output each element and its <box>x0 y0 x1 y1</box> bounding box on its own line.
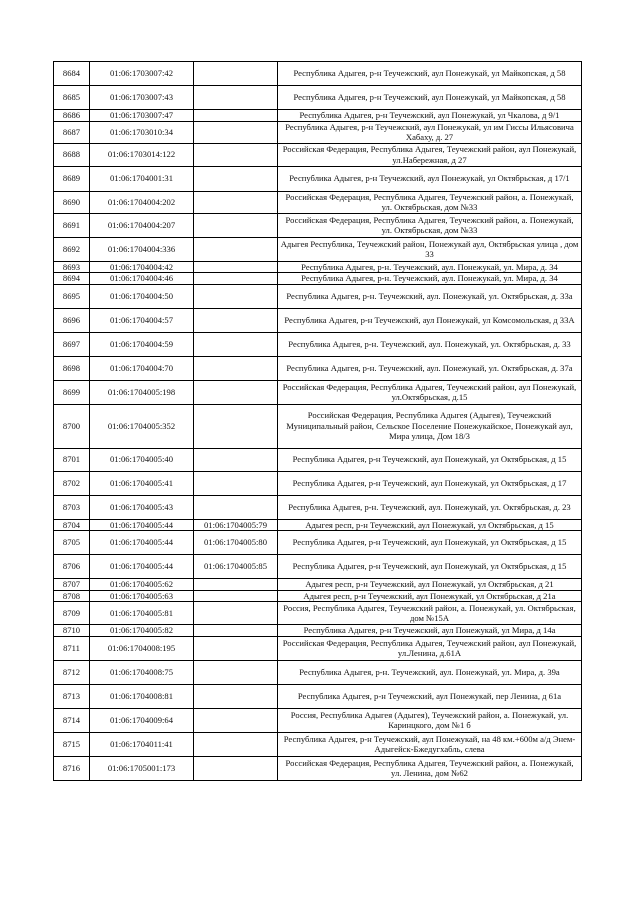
row-number-cell: 8704 <box>54 519 90 531</box>
cadastral-number-cell: 01:06:1703007:43 <box>90 86 194 110</box>
related-cadastral-number-cell <box>194 273 278 285</box>
row-number-cell: 8692 <box>54 237 90 261</box>
table-row <box>54 471 582 495</box>
table-row <box>54 708 582 732</box>
related-cadastral-number-cell <box>194 684 278 708</box>
cadastral-number-cell: 01:06:1704005:44 <box>90 519 194 531</box>
row-number-cell: 8706 <box>54 555 90 579</box>
cadastral-number-cell: 01:06:1704004:57 <box>90 308 194 332</box>
row-number-cell: 8711 <box>54 636 90 660</box>
cadastral-number-cell: 01:06:1704008:81 <box>90 684 194 708</box>
table-row <box>54 448 582 471</box>
cadastral-number-cell: 01:06:1704004:70 <box>90 356 194 380</box>
row-number-cell: 8696 <box>54 308 90 332</box>
row-number-cell: 8689 <box>54 166 90 191</box>
cadastral-number-cell: 01:06:1704001:31 <box>90 166 194 191</box>
address-cell: Республика Адыгея, р-н Теучежский, аул Понежукай, ул Октябрьская, д 15 <box>278 448 582 471</box>
related-cadastral-number-cell <box>194 166 278 191</box>
address-cell: Адыгея Республика, Теучежский район, Понежукай аул, Октябрьская улица , дом 33 <box>278 237 582 261</box>
related-cadastral-number-cell: 01:06:1704005:80 <box>194 531 278 555</box>
cadastral-number-cell: 01:06:1704005:44 <box>90 531 194 555</box>
address-cell: Республика Адыгея, р-н Теучежский, аул Понежукай, на 48 км.+600м а/д Энем-Адыгейск-Бжедугхабль, слева <box>278 732 582 756</box>
address-cell: Адыгея респ, р-н Теучежский, аул Понежукай, ул Октябрьская, д 15 <box>278 519 582 531</box>
address-cell: Российская Федерация, Республика Адыгея, Теучежский район, а. Понежукай, ул. Ленина, дом №62 <box>278 756 582 780</box>
table-row <box>54 636 582 660</box>
address-cell: Республика Адыгея, р-н Теучежский, аул Понежукай, ул Чкалова, д 9/1 <box>278 110 582 122</box>
related-cadastral-number-cell <box>194 380 278 404</box>
address-cell: Россия, Республика Адыгея (Адыгея), Теучежский район, а. Понежукай, ул. Каринцкого, дом №1 б <box>278 708 582 732</box>
row-number-cell: 8701 <box>54 448 90 471</box>
row-number-cell: 8703 <box>54 495 90 519</box>
table-row <box>54 284 582 308</box>
table-row <box>54 273 582 285</box>
address-cell: Республика Адыгея, р-н. Теучежский, аул. Понежукай, ул. Мира, д. 39а <box>278 660 582 684</box>
cadastral-number-cell: 01:06:1704004:202 <box>90 191 194 213</box>
cadastral-number-cell: 01:06:1704005:198 <box>90 380 194 404</box>
related-cadastral-number-cell <box>194 213 278 237</box>
cadastral-number-cell: 01:06:1704008:75 <box>90 660 194 684</box>
cadastral-number-cell: 01:06:1704005:62 <box>90 579 194 591</box>
related-cadastral-number-cell <box>194 191 278 213</box>
address-cell: Республика Адыгея, р-н. Теучежский, аул. Понежукай, ул. Октябрьская, д. 37а <box>278 356 582 380</box>
related-cadastral-number-cell <box>194 471 278 495</box>
address-cell: Республика Адыгея, р-н Теучежский, аул Понежукай, ул Комсомольская, д 33А <box>278 308 582 332</box>
row-number-cell: 8688 <box>54 143 90 166</box>
table-row <box>54 143 582 166</box>
related-cadastral-number-cell: 01:06:1704005:79 <box>194 519 278 531</box>
cadastral-number-cell: 01:06:1704005:63 <box>90 590 194 602</box>
related-cadastral-number-cell <box>194 121 278 143</box>
address-cell: Республика Адыгея, р-н. Теучежский, аул. Понежукай, ул. Октябрьская, д. 33 <box>278 332 582 356</box>
row-number-cell: 8699 <box>54 380 90 404</box>
address-cell: Республика Адыгея, р-н Теучежский, аул Понежукай, ул Октябрьская, д 15 <box>278 531 582 555</box>
address-cell: Республика Адыгея, р-н Теучежский, аул Понежукай, ул Октябрьская, д 17 <box>278 471 582 495</box>
related-cadastral-number-cell <box>194 579 278 591</box>
related-cadastral-number-cell <box>194 284 278 308</box>
address-cell: Адыгея респ, р-н Теучежский, аул Понежукай, ул Октябрьская, д 21а <box>278 590 582 602</box>
related-cadastral-number-cell <box>194 62 278 86</box>
related-cadastral-number-cell <box>194 308 278 332</box>
related-cadastral-number-cell <box>194 625 278 637</box>
cadastral-number-cell: 01:06:1704004:59 <box>90 332 194 356</box>
table-row <box>54 213 582 237</box>
address-cell: Республика Адыгея, р-н Теучежский, аул Понежукай, ул им Гиссы Ильясовича Хабаху, д. 27 <box>278 121 582 143</box>
row-number-cell: 8715 <box>54 732 90 756</box>
table-row <box>54 110 582 122</box>
row-number-cell: 8707 <box>54 579 90 591</box>
related-cadastral-number-cell <box>194 732 278 756</box>
cadastral-number-cell: 01:06:1705001:173 <box>90 756 194 780</box>
address-cell: Республика Адыгея, р-н Теучежский, аул Понежукай, пер Ленина, д 61а <box>278 684 582 708</box>
cadastral-number-cell: 01:06:1704004:50 <box>90 284 194 308</box>
address-cell: Республика Адыгея, р-н Теучежский, аул Понежукай, ул Майкопская, д 58 <box>278 62 582 86</box>
row-number-cell: 8698 <box>54 356 90 380</box>
table-row <box>54 531 582 555</box>
address-cell: Российская Федерация, Республика Адыгея, Теучежский район, аул Понежукай, ул.Октябрьская, д.15 <box>278 380 582 404</box>
table-row <box>54 166 582 191</box>
related-cadastral-number-cell <box>194 636 278 660</box>
row-number-cell: 8702 <box>54 471 90 495</box>
table-row <box>54 660 582 684</box>
table-row <box>54 732 582 756</box>
cadastral-number-cell: 01:06:1704009:64 <box>90 708 194 732</box>
cadastral-number-cell: 01:06:1704011:41 <box>90 732 194 756</box>
address-cell: Республика Адыгея, р-н. Теучежский, аул. Понежукай, ул. Октябрьская, д. 23 <box>278 495 582 519</box>
table-row <box>54 404 582 448</box>
cadastral-number-cell: 01:06:1703010:34 <box>90 121 194 143</box>
cadastral-number-cell: 01:06:1703007:47 <box>90 110 194 122</box>
address-cell: Российская Федерация, Республика Адыгея (Адыгея), Теучежский Муниципальный район, Сельское Поселение Понежукайское, Понежукай аул, Мира улица, Дом 18/3 <box>278 404 582 448</box>
related-cadastral-number-cell <box>194 237 278 261</box>
related-cadastral-number-cell <box>194 590 278 602</box>
related-cadastral-number-cell <box>194 86 278 110</box>
row-number-cell: 8693 <box>54 261 90 273</box>
table-row <box>54 356 582 380</box>
row-number-cell: 8695 <box>54 284 90 308</box>
row-number-cell: 8716 <box>54 756 90 780</box>
related-cadastral-number-cell <box>194 110 278 122</box>
address-cell: Адыгея респ, р-н Теучежский, аул Понежукай, ул Октябрьская, д 21 <box>278 579 582 591</box>
cadastral-number-cell: 01:06:1704005:82 <box>90 625 194 637</box>
cadastral-number-cell: 01:06:1704004:336 <box>90 237 194 261</box>
table-row <box>54 579 582 591</box>
related-cadastral-number-cell <box>194 495 278 519</box>
related-cadastral-number-cell <box>194 660 278 684</box>
related-cadastral-number-cell <box>194 708 278 732</box>
address-cell: Республика Адыгея, р-н Теучежский, аул Понежукай, ул Мира, д 14а <box>278 625 582 637</box>
cadastral-number-cell: 01:06:1704008:195 <box>90 636 194 660</box>
row-number-cell: 8714 <box>54 708 90 732</box>
table-row <box>54 756 582 780</box>
table-row <box>54 86 582 110</box>
cadastral-number-cell: 01:06:1703007:42 <box>90 62 194 86</box>
row-number-cell: 8712 <box>54 660 90 684</box>
related-cadastral-number-cell <box>194 356 278 380</box>
cadastral-number-cell: 01:06:1704004:46 <box>90 273 194 285</box>
property-register-table <box>53 61 582 781</box>
row-number-cell: 8705 <box>54 531 90 555</box>
table-row <box>54 191 582 213</box>
table-row <box>54 519 582 531</box>
related-cadastral-number-cell <box>194 602 278 625</box>
related-cadastral-number-cell <box>194 143 278 166</box>
row-number-cell: 8710 <box>54 625 90 637</box>
related-cadastral-number-cell <box>194 404 278 448</box>
row-number-cell: 8687 <box>54 121 90 143</box>
table-body <box>54 62 582 781</box>
address-cell: Россия, Республика Адыгея, Теучежский район, а. Понежукай, ул. Октябрьская, дом №15А <box>278 602 582 625</box>
cadastral-number-cell: 01:06:1704005:41 <box>90 471 194 495</box>
related-cadastral-number-cell <box>194 448 278 471</box>
row-number-cell: 8700 <box>54 404 90 448</box>
row-number-cell: 8686 <box>54 110 90 122</box>
cadastral-number-cell: 01:06:1704004:207 <box>90 213 194 237</box>
address-cell: Республика Адыгея, р-н Теучежский, аул Понежукай, ул Октябрьская, д 17/1 <box>278 166 582 191</box>
cadastral-number-cell: 01:06:1704005:40 <box>90 448 194 471</box>
related-cadastral-number-cell <box>194 756 278 780</box>
table-row <box>54 555 582 579</box>
address-cell: Российская Федерация, Республика Адыгея, Теучежский район, а. Понежукай, ул. Октябрьская, дом №33 <box>278 191 582 213</box>
table-row <box>54 602 582 625</box>
table-row <box>54 590 582 602</box>
table-row <box>54 62 582 86</box>
cadastral-number-cell: 01:06:1704005:44 <box>90 555 194 579</box>
row-number-cell: 8697 <box>54 332 90 356</box>
cadastral-number-cell: 01:06:1704005:352 <box>90 404 194 448</box>
address-cell: Республика Адыгея, р-н. Теучежский, аул. Понежукай, ул. Мира, д. 34 <box>278 261 582 273</box>
table-row <box>54 380 582 404</box>
address-cell: Российская Федерация, Республика Адыгея, Теучежский район, а. Понежукай, ул. Октябрьская, дом №33 <box>278 213 582 237</box>
table-row <box>54 684 582 708</box>
table-row <box>54 308 582 332</box>
cadastral-number-cell: 01:06:1704004:42 <box>90 261 194 273</box>
cadastral-number-cell: 01:06:1704005:43 <box>90 495 194 519</box>
address-cell: Республика Адыгея, р-н Теучежский, аул Понежукай, ул Октябрьская, д 15 <box>278 555 582 579</box>
table-row <box>54 121 582 143</box>
related-cadastral-number-cell <box>194 332 278 356</box>
related-cadastral-number-cell: 01:06:1704005:85 <box>194 555 278 579</box>
cadastral-number-cell: 01:06:1704005:81 <box>90 602 194 625</box>
row-number-cell: 8709 <box>54 602 90 625</box>
row-number-cell: 8684 <box>54 62 90 86</box>
cadastral-number-cell: 01:06:1703014:122 <box>90 143 194 166</box>
table-row <box>54 261 582 273</box>
row-number-cell: 8694 <box>54 273 90 285</box>
row-number-cell: 8708 <box>54 590 90 602</box>
related-cadastral-number-cell <box>194 261 278 273</box>
row-number-cell: 8691 <box>54 213 90 237</box>
table-row <box>54 495 582 519</box>
address-cell: Республика Адыгея, р-н Теучежский, аул Понежукай, ул Майкопская, д 58 <box>278 86 582 110</box>
row-number-cell: 8685 <box>54 86 90 110</box>
address-cell: Республика Адыгея, р-н. Теучежский, аул. Понежукай, ул. Мира, д. 34 <box>278 273 582 285</box>
address-cell: Российская Федерация, Республика Адыгея, Теучежский район, аул Понежукай, ул.Ленина, д.61А <box>278 636 582 660</box>
row-number-cell: 8713 <box>54 684 90 708</box>
table-row <box>54 625 582 637</box>
address-cell: Республика Адыгея, р-н. Теучежский, аул. Понежукай, ул. Октябрьская, д. 33а <box>278 284 582 308</box>
address-cell: Российская Федерация, Республика Адыгея, Теучежский район, аул Понежукай, ул.Набережная, д 27 <box>278 143 582 166</box>
table-row <box>54 332 582 356</box>
row-number-cell: 8690 <box>54 191 90 213</box>
table-row <box>54 237 582 261</box>
